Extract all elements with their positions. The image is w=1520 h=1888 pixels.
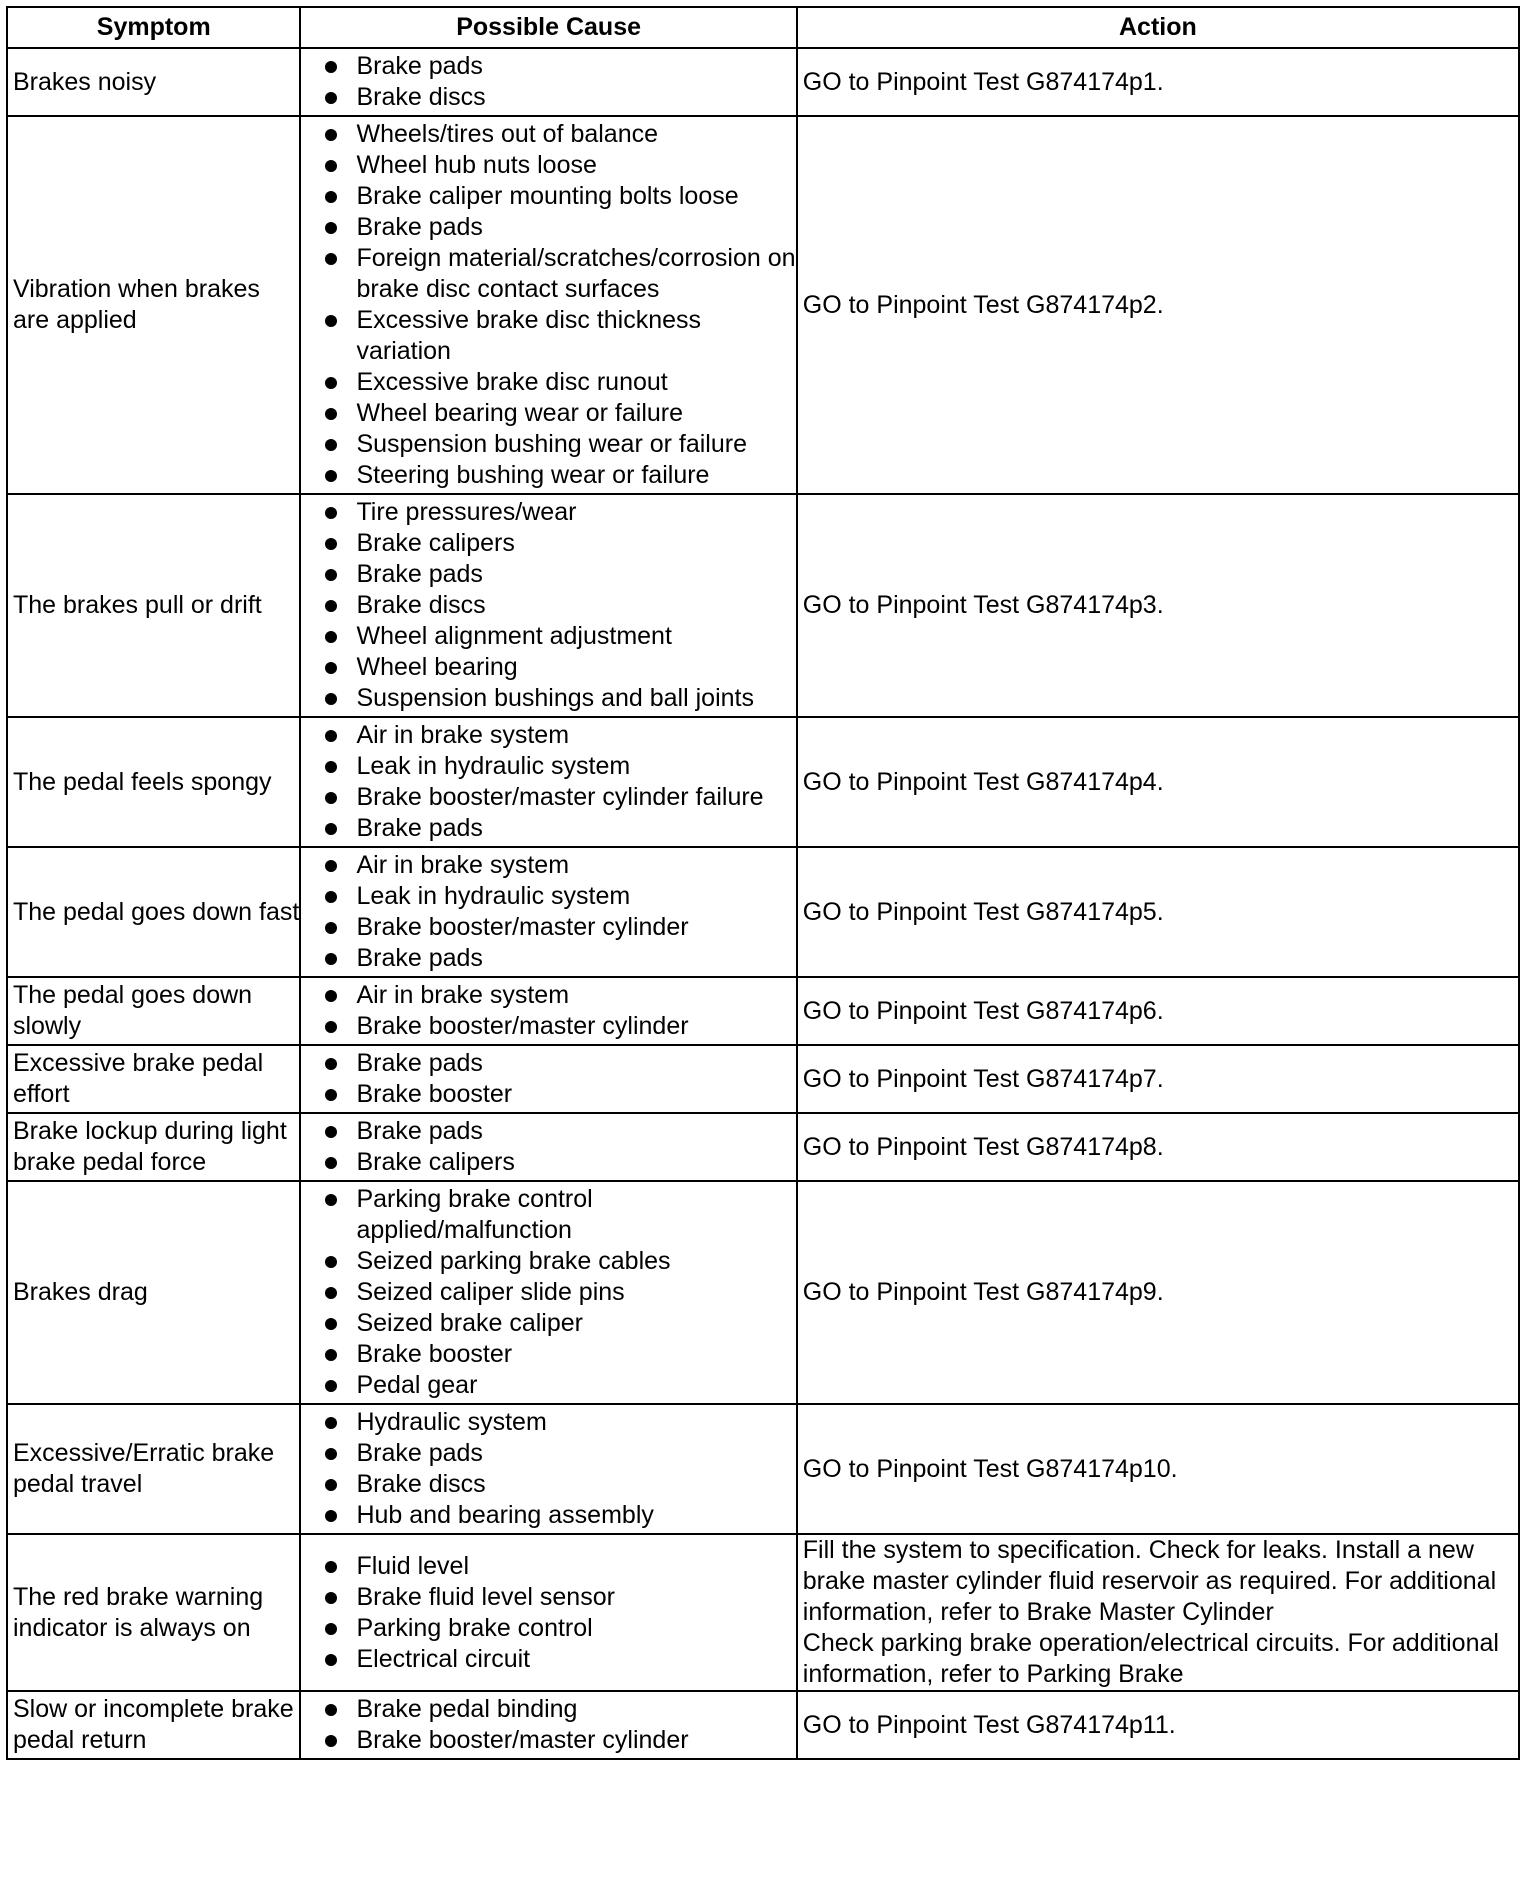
action-cell: [797, 847, 1519, 977]
possible-cause-cell: [300, 1181, 796, 1404]
action-cell: [797, 1045, 1519, 1113]
cause-list-item: Brake pads: [301, 813, 795, 844]
cause-list-item: Brake pads: [301, 943, 795, 974]
symptom-text: Excessive brake pedal effort: [13, 1049, 264, 1108]
possible-cause-cell: [300, 847, 796, 977]
symptom-text: The brakes pull or drift: [13, 591, 262, 619]
symptom-cell: [7, 1691, 300, 1759]
action-text: GO to Pinpoint Test G874174p7.: [802, 1064, 1164, 1093]
possible-cause-cell: [300, 1534, 796, 1691]
cause-list: [301, 1692, 795, 1758]
action-text: GO to Pinpoint Test G874174p6.: [802, 996, 1164, 1025]
symptom-text: Brakes drag: [13, 1278, 148, 1306]
table-row: [7, 1181, 1519, 1404]
possible-cause-cell: [300, 1113, 796, 1181]
table-row: [7, 1534, 1519, 1691]
action-text: GO to Pinpoint Test G874174p11.: [802, 1710, 1176, 1739]
action-text: GO to Pinpoint Test G874174p9.: [802, 1278, 1164, 1306]
table-row: [7, 48, 1519, 116]
symptom-text: Slow or incomplete brake pedal return: [13, 1695, 294, 1754]
possible-cause-cell: [300, 717, 796, 847]
table-row: [7, 494, 1519, 717]
symptom-cell: [7, 48, 300, 116]
cause-list: [301, 1046, 795, 1112]
cause-list-item: Leak in hydraulic system: [301, 751, 795, 782]
cause-list-item: Wheel bearing wear or failure: [301, 398, 795, 429]
symptom-cell: [7, 1045, 300, 1113]
cause-list-item: Parking brake control applied/malfunction: [301, 1184, 795, 1246]
cause-list-item: Brake booster: [301, 1339, 795, 1370]
table-row: [7, 116, 1519, 494]
cause-list: [301, 1549, 795, 1677]
cause-list: [301, 718, 795, 846]
symptom-cell: [7, 977, 300, 1045]
cause-list-item: Brake booster: [301, 1079, 795, 1110]
cause-list-item: Air in brake system: [301, 850, 795, 881]
table-body: [7, 48, 1519, 1759]
action-cell: [797, 1691, 1519, 1759]
symptom-cell: [7, 494, 300, 717]
cause-list-item: Hub and bearing assembly: [301, 1500, 795, 1531]
symptom-cell: [7, 1404, 300, 1534]
cause-list-item: Tire pressures/wear: [301, 497, 795, 528]
cause-list-item: Steering bushing wear or failure: [301, 460, 795, 491]
possible-cause-cell: [300, 116, 796, 494]
cause-list-item: Excessive brake disc runout: [301, 367, 795, 398]
symptom-cell: [7, 1534, 300, 1691]
cause-list-item: Suspension bushing wear or failure: [301, 429, 795, 460]
cause-list: [301, 495, 795, 716]
cause-list-item: Foreign material/scratches/corrosion on brake disc contact surfaces: [301, 243, 795, 305]
table-row: [7, 977, 1519, 1045]
header-symptom: Symptom: [7, 7, 300, 48]
symptom-text: The pedal goes down slowly: [13, 981, 253, 1040]
cause-list-item: Brake pads: [301, 51, 795, 82]
symptom-cell: [7, 1113, 300, 1181]
cause-list-item: Brake discs: [301, 1469, 795, 1500]
cause-list-item: Brake calipers: [301, 528, 795, 559]
action-text-secondary: Check parking brake operation/electrical circuits. For additional information, refer to Parking Brake: [802, 1629, 1499, 1688]
table-header: [7, 7, 1519, 48]
cause-list: [301, 1405, 795, 1533]
cause-list-item: Brake booster/master cylinder: [301, 1725, 795, 1756]
cause-list-item: Wheel alignment adjustment: [301, 621, 795, 652]
symptom-text: The pedal feels spongy: [13, 767, 272, 796]
cause-list-item: Hydraulic system: [301, 1407, 795, 1438]
possible-cause-cell: [300, 48, 796, 116]
cause-list-item: Pedal gear: [301, 1370, 795, 1401]
symptom-text: The pedal goes down fast: [13, 897, 300, 926]
symptom-chart-table: [6, 6, 1520, 1760]
header-possible-cause: Possible Cause: [300, 7, 796, 48]
cause-list-item: Seized caliper slide pins: [301, 1277, 795, 1308]
cause-list-item: Brake pads: [301, 1116, 795, 1147]
symptom-text: Vibration when brakes are applied: [13, 275, 260, 334]
cause-list-item: Leak in hydraulic system: [301, 881, 795, 912]
action-cell: [797, 116, 1519, 494]
symptom-text: Excessive/Erratic brake pedal travel: [13, 1439, 275, 1498]
cause-list-item: Seized parking brake cables: [301, 1246, 795, 1277]
cause-list-item: Brake booster/master cylinder: [301, 912, 795, 943]
header-action: Action: [797, 7, 1519, 48]
cause-list: [301, 49, 795, 115]
action-text: Fill the system to specification. Check for leaks. Install a new brake master cylinder fluid reservoir as required. For additional information, refer to Brake Master Cylinder: [802, 1536, 1497, 1626]
table-row: [7, 1045, 1519, 1113]
cause-list-item: Brake pads: [301, 559, 795, 590]
table-row: [7, 1113, 1519, 1181]
cause-list-item: Seized brake caliper: [301, 1308, 795, 1339]
action-text: GO to Pinpoint Test G874174p8.: [802, 1132, 1164, 1161]
cause-list-item: Brake caliper mounting bolts loose: [301, 181, 795, 212]
symptom-text: Brake lockup during light brake pedal force: [13, 1117, 287, 1176]
symptom-cell: [7, 717, 300, 847]
possible-cause-cell: [300, 494, 796, 717]
cause-list-item: Parking brake control: [301, 1613, 795, 1644]
cause-list-item: Wheel bearing: [301, 652, 795, 683]
table-row: [7, 1404, 1519, 1534]
action-cell: [797, 977, 1519, 1045]
symptom-text: Brakes noisy: [13, 67, 157, 96]
cause-list-item: Fluid level: [301, 1551, 795, 1582]
cause-list: [301, 1182, 795, 1403]
action-text: GO to Pinpoint Test G874174p5.: [802, 897, 1164, 926]
action-cell: [797, 1113, 1519, 1181]
possible-cause-cell: [300, 977, 796, 1045]
table-row: [7, 847, 1519, 977]
action-text: GO to Pinpoint Test G874174p10.: [802, 1454, 1178, 1483]
cause-list-item: Brake discs: [301, 590, 795, 621]
symptom-text: The red brake warning indicator is always on: [13, 1582, 264, 1642]
table-row: [7, 717, 1519, 847]
cause-list-item: Brake pedal binding: [301, 1694, 795, 1725]
cause-list-item: Wheels/tires out of balance: [301, 119, 795, 150]
cause-list: [301, 978, 795, 1044]
cause-list-item: Air in brake system: [301, 980, 795, 1011]
action-cell: [797, 48, 1519, 116]
cause-list-item: Brake pads: [301, 1438, 795, 1469]
action-cell: [797, 1534, 1519, 1691]
cause-list-item: Brake calipers: [301, 1147, 795, 1178]
possible-cause-cell: [300, 1691, 796, 1759]
cause-list-item: Air in brake system: [301, 720, 795, 751]
cause-list: [301, 848, 795, 976]
cause-list-item: Brake booster/master cylinder: [301, 1011, 795, 1042]
possible-cause-cell: [300, 1404, 796, 1534]
action-text: GO to Pinpoint Test G874174p4.: [802, 767, 1164, 796]
action-text: GO to Pinpoint Test G874174p1.: [802, 67, 1164, 96]
symptom-cell: [7, 1181, 300, 1404]
cause-list: [301, 117, 795, 493]
header-row: [7, 7, 1519, 48]
cause-list-item: Brake fluid level sensor: [301, 1582, 795, 1613]
action-text: GO to Pinpoint Test G874174p2.: [802, 290, 1164, 319]
cause-list: [301, 1114, 795, 1180]
cause-list-item: Brake booster/master cylinder failure: [301, 782, 795, 813]
action-cell: [797, 494, 1519, 717]
cause-list-item: Wheel hub nuts loose: [301, 150, 795, 181]
action-cell: [797, 1181, 1519, 1404]
cause-list-item: Excessive brake disc thickness variation: [301, 305, 795, 367]
symptom-cell: [7, 847, 300, 977]
possible-cause-cell: [300, 1045, 796, 1113]
cause-list-item: Suspension bushings and ball joints: [301, 683, 795, 714]
symptom-cell: [7, 116, 300, 494]
action-cell: [797, 717, 1519, 847]
table-row: [7, 1691, 1519, 1759]
cause-list-item: Electrical circuit: [301, 1644, 795, 1675]
cause-list-item: Brake discs: [301, 82, 795, 113]
cause-list-item: Brake pads: [301, 212, 795, 243]
action-cell: [797, 1404, 1519, 1534]
cause-list-item: Brake pads: [301, 1048, 795, 1079]
action-text: GO to Pinpoint Test G874174p3.: [802, 591, 1164, 619]
